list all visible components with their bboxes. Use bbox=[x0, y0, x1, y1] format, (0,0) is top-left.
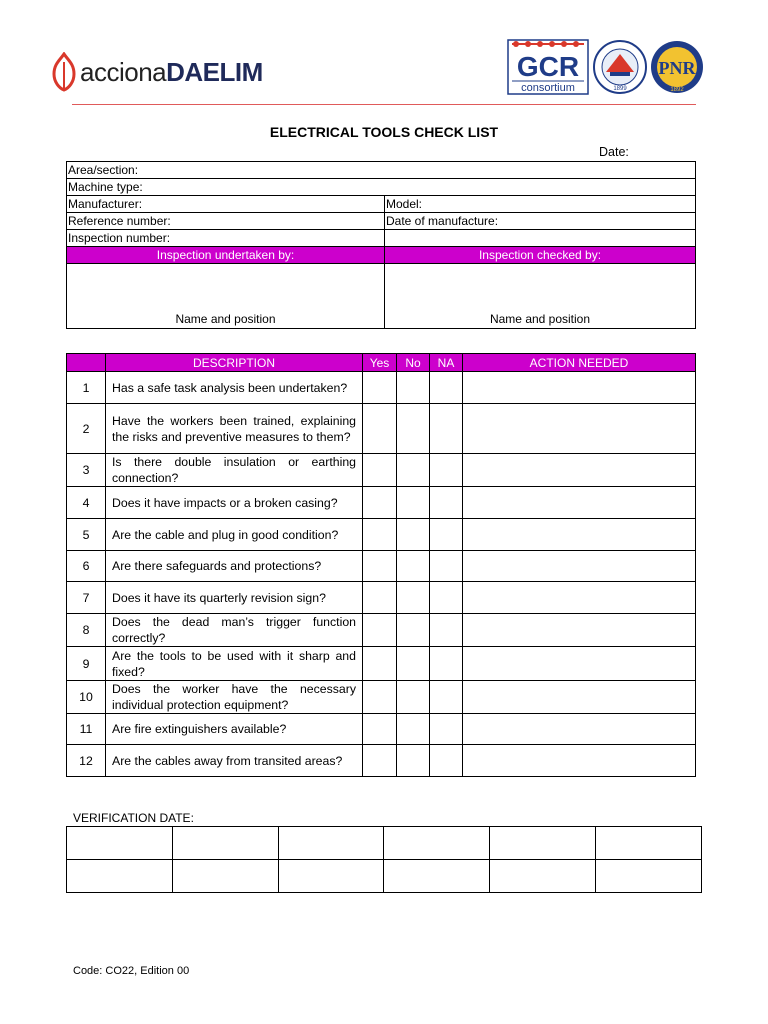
verification-cell[interactable] bbox=[384, 860, 490, 893]
no-checkbox-cell[interactable] bbox=[397, 681, 430, 714]
no-checkbox-cell[interactable] bbox=[397, 582, 430, 614]
date-label: Date: bbox=[599, 145, 629, 159]
table-row bbox=[67, 230, 696, 247]
yes-checkbox-cell[interactable] bbox=[363, 519, 397, 551]
item-number: 4 bbox=[67, 487, 106, 519]
checklist-row bbox=[67, 487, 696, 519]
na-checkbox-cell[interactable] bbox=[430, 681, 463, 714]
item-description: Does it have impacts or a broken casing? bbox=[106, 487, 363, 519]
machine-type-label: Machine type: bbox=[68, 180, 143, 194]
verification-cell[interactable] bbox=[278, 860, 384, 893]
na-checkbox-cell[interactable] bbox=[430, 372, 463, 404]
header-divider bbox=[72, 104, 696, 105]
checklist-row bbox=[67, 647, 696, 681]
na-checkbox-cell[interactable] bbox=[430, 614, 463, 647]
table-row bbox=[67, 827, 702, 860]
yes-checkbox-cell[interactable] bbox=[363, 714, 397, 745]
item-number: 3 bbox=[67, 454, 106, 487]
checklist-row bbox=[67, 519, 696, 551]
action-needed-cell[interactable] bbox=[463, 487, 696, 519]
yes-column-header: Yes bbox=[363, 354, 397, 372]
item-number: 2 bbox=[67, 404, 106, 454]
leaf-icon bbox=[50, 52, 78, 92]
item-description: Has a safe task analysis been undertaken? bbox=[106, 372, 363, 404]
brand-suffix: DAELIM bbox=[166, 57, 263, 87]
na-column-header: NA bbox=[430, 354, 463, 372]
item-description: Are the cables away from transited areas? bbox=[106, 745, 363, 777]
action-needed-cell[interactable] bbox=[463, 681, 696, 714]
inspection-number-label: Inspection number: bbox=[68, 231, 171, 245]
description-column-header: DESCRIPTION bbox=[106, 354, 363, 372]
item-description: Are there safeguards and protections? bbox=[106, 551, 363, 582]
table-row bbox=[67, 179, 696, 196]
item-description: Does it have its quarterly revision sign? bbox=[106, 582, 363, 614]
model-label: Model: bbox=[386, 197, 423, 211]
yes-checkbox-cell[interactable] bbox=[363, 582, 397, 614]
number-column-header bbox=[67, 354, 106, 372]
checklist-row bbox=[67, 681, 696, 714]
seal3-text: 1892 bbox=[670, 87, 684, 93]
verification-cell[interactable] bbox=[278, 827, 384, 860]
area-section-field[interactable] bbox=[67, 162, 696, 179]
na-checkbox-cell[interactable] bbox=[430, 519, 463, 551]
no-column-header: No bbox=[397, 354, 430, 372]
machine-type-field[interactable] bbox=[67, 179, 696, 196]
action-needed-cell[interactable] bbox=[463, 582, 696, 614]
acciona-daelim-logo bbox=[50, 50, 263, 94]
checklist-row bbox=[67, 404, 696, 454]
yes-checkbox-cell[interactable] bbox=[363, 647, 397, 681]
item-number: 11 bbox=[67, 714, 106, 745]
item-description: Are the cable and plug in good condition? bbox=[106, 519, 363, 551]
action-needed-cell[interactable] bbox=[463, 454, 696, 487]
yes-checkbox-cell[interactable] bbox=[363, 551, 397, 582]
checklist-table bbox=[66, 353, 696, 777]
verification-cell[interactable] bbox=[490, 827, 596, 860]
pnr-seal-icon bbox=[651, 41, 703, 93]
yes-checkbox-cell[interactable] bbox=[363, 404, 397, 454]
partner-logos bbox=[506, 38, 704, 96]
seal2-text: 1899 bbox=[613, 86, 627, 92]
action-needed-cell[interactable] bbox=[463, 404, 696, 454]
na-checkbox-cell[interactable] bbox=[430, 582, 463, 614]
verification-cell[interactable] bbox=[596, 827, 702, 860]
na-checkbox-cell[interactable] bbox=[430, 551, 463, 582]
yes-checkbox-cell[interactable] bbox=[363, 372, 397, 404]
item-number: 5 bbox=[67, 519, 106, 551]
no-checkbox-cell[interactable] bbox=[397, 454, 430, 487]
no-checkbox-cell[interactable] bbox=[397, 487, 430, 519]
item-number: 6 bbox=[67, 551, 106, 582]
table-header-row bbox=[67, 354, 696, 372]
item-description: Have the workers been trained, explaining the risks and preventive measures to them? bbox=[106, 404, 363, 454]
checked-signature-field[interactable] bbox=[385, 264, 696, 329]
item-description: Does the dead man’s trigger function correctly? bbox=[106, 614, 363, 647]
manufacturer-label: Manufacturer: bbox=[68, 197, 143, 211]
no-checkbox-cell[interactable] bbox=[397, 647, 430, 681]
verification-cell[interactable] bbox=[490, 860, 596, 893]
no-checkbox-cell[interactable] bbox=[397, 745, 430, 777]
na-checkbox-cell[interactable] bbox=[430, 404, 463, 454]
item-number: 12 bbox=[67, 745, 106, 777]
item-number: 1 bbox=[67, 372, 106, 404]
gcr-consortium-logo bbox=[508, 40, 588, 94]
no-checkbox-cell[interactable] bbox=[397, 614, 430, 647]
yes-checkbox-cell[interactable] bbox=[363, 454, 397, 487]
verification-cell[interactable] bbox=[67, 827, 173, 860]
no-checkbox-cell[interactable] bbox=[397, 404, 430, 454]
verification-cell[interactable] bbox=[384, 827, 490, 860]
item-description: Does the worker have the necessary individual protection equipment? bbox=[106, 681, 363, 714]
inspection-extra-field[interactable] bbox=[385, 230, 696, 247]
na-checkbox-cell[interactable] bbox=[430, 647, 463, 681]
date-of-manufacture-field[interactable] bbox=[385, 213, 696, 230]
action-needed-cell[interactable] bbox=[463, 647, 696, 681]
dotr-seal-icon bbox=[594, 41, 646, 93]
na-checkbox-cell[interactable] bbox=[430, 454, 463, 487]
item-number: 10 bbox=[67, 681, 106, 714]
item-description: Are the tools to be used with it sharp and fixed? bbox=[106, 647, 363, 681]
checklist-row bbox=[67, 551, 696, 582]
verification-cell[interactable] bbox=[172, 827, 278, 860]
checklist-row bbox=[67, 582, 696, 614]
undertaken-signature-field[interactable] bbox=[67, 264, 385, 329]
table-row bbox=[67, 264, 696, 329]
checklist-row bbox=[67, 614, 696, 647]
yes-checkbox-cell[interactable] bbox=[363, 681, 397, 714]
reference-number-label: Reference number: bbox=[68, 214, 171, 228]
action-needed-cell[interactable] bbox=[463, 519, 696, 551]
action-needed-cell[interactable] bbox=[463, 745, 696, 777]
table-row bbox=[67, 247, 696, 264]
table-row bbox=[67, 196, 696, 213]
verification-cell[interactable] bbox=[596, 860, 702, 893]
reference-number-field[interactable] bbox=[67, 213, 385, 230]
na-checkbox-cell[interactable] bbox=[430, 745, 463, 777]
no-checkbox-cell[interactable] bbox=[397, 519, 430, 551]
inspection-number-field[interactable] bbox=[67, 230, 385, 247]
item-description: Are fire extinguishers available? bbox=[106, 714, 363, 745]
table-row bbox=[67, 860, 702, 893]
verification-date-label: VERIFICATION DATE: bbox=[73, 811, 194, 825]
action-needed-cell[interactable] bbox=[463, 714, 696, 745]
no-checkbox-cell[interactable] bbox=[397, 714, 430, 745]
verification-cell[interactable] bbox=[67, 860, 173, 893]
yes-checkbox-cell[interactable] bbox=[363, 487, 397, 519]
yes-checkbox-cell[interactable] bbox=[363, 614, 397, 647]
verification-date-table bbox=[66, 826, 702, 893]
item-number: 9 bbox=[67, 647, 106, 681]
gcr-sub-text: consortium bbox=[521, 82, 575, 94]
action-needed-cell[interactable] bbox=[463, 551, 696, 582]
gcr-text: GCR bbox=[516, 51, 580, 82]
inspection-undertaken-header: Inspection undertaken by: bbox=[67, 247, 385, 264]
item-description: Is there double insulation or earthing connection? bbox=[106, 454, 363, 487]
name-position-label: Name and position bbox=[175, 312, 276, 326]
model-field[interactable] bbox=[385, 196, 696, 213]
action-needed-cell[interactable] bbox=[463, 372, 696, 404]
na-checkbox-cell[interactable] bbox=[430, 487, 463, 519]
table-row bbox=[67, 213, 696, 230]
manufacturer-field[interactable] bbox=[67, 196, 385, 213]
checklist-row bbox=[67, 714, 696, 745]
brand-prefix: acciona bbox=[80, 57, 167, 87]
checklist-row bbox=[67, 372, 696, 404]
name-position-label: Name and position bbox=[489, 312, 591, 326]
document-code: Code: CO22, Edition 00 bbox=[73, 965, 190, 977]
page-title: ELECTRICAL TOOLS CHECK LIST bbox=[269, 124, 499, 140]
inspection-checked-header: Inspection checked by: bbox=[385, 247, 696, 264]
action-needed-cell[interactable] bbox=[463, 614, 696, 647]
checklist-row bbox=[67, 454, 696, 487]
table-row bbox=[67, 162, 696, 179]
action-needed-column-header: ACTION NEEDED bbox=[463, 354, 696, 372]
date-of-manufacture-label: Date of manufacture: bbox=[386, 214, 499, 228]
item-number: 8 bbox=[67, 614, 106, 647]
checklist-row bbox=[67, 745, 696, 777]
item-number: 7 bbox=[67, 582, 106, 614]
svg-text:PNR: PNR bbox=[658, 58, 696, 78]
na-checkbox-cell[interactable] bbox=[430, 714, 463, 745]
yes-checkbox-cell[interactable] bbox=[363, 745, 397, 777]
area-section-label: Area/section: bbox=[68, 163, 139, 177]
verification-cell[interactable] bbox=[172, 860, 278, 893]
no-checkbox-cell[interactable] bbox=[397, 551, 430, 582]
no-checkbox-cell[interactable] bbox=[397, 372, 430, 404]
inspection-info-table bbox=[66, 161, 696, 329]
